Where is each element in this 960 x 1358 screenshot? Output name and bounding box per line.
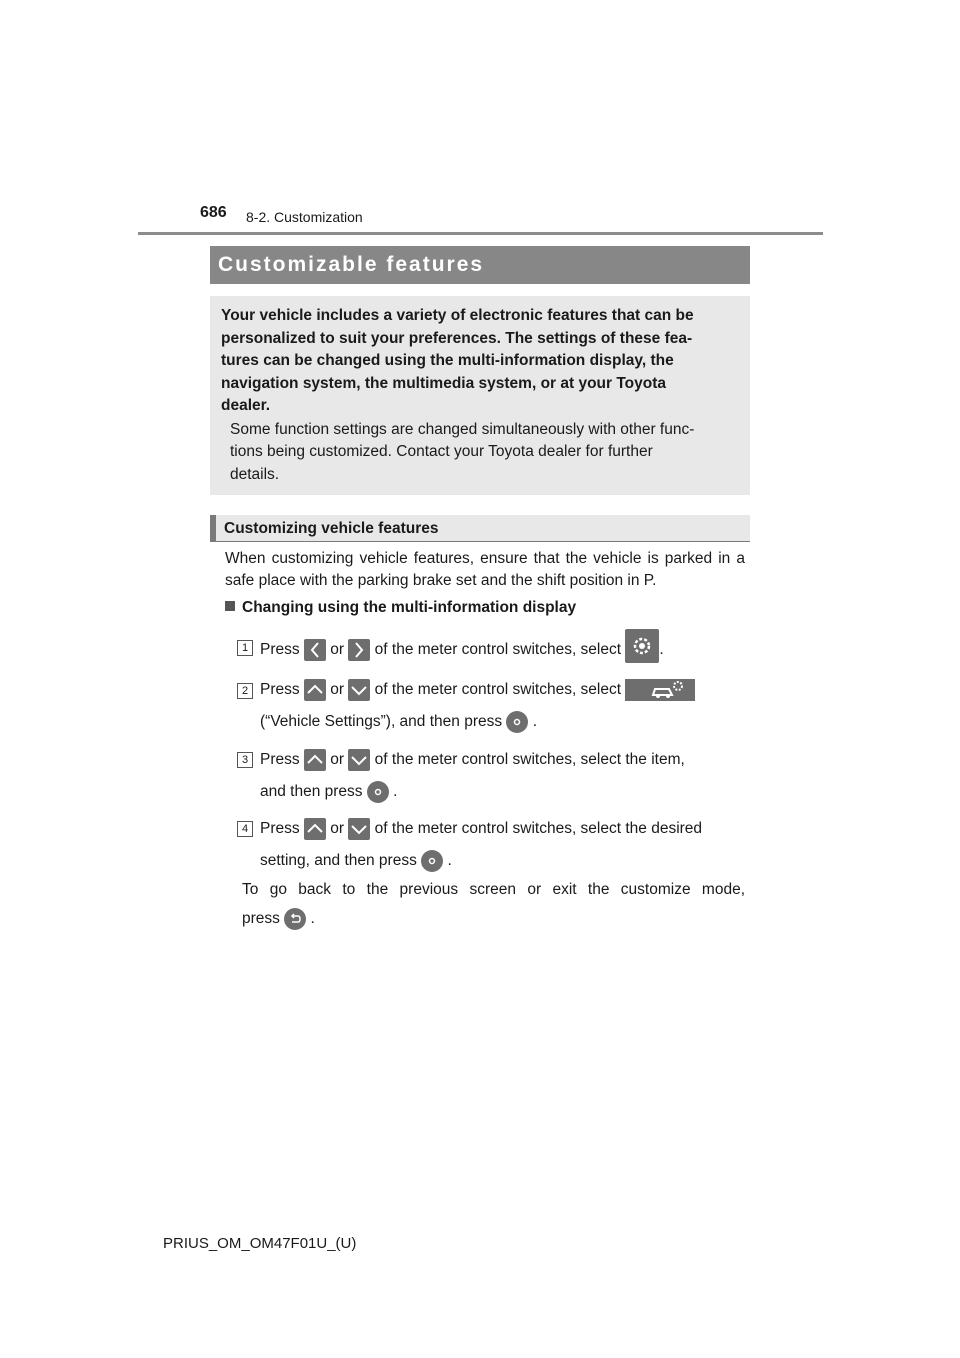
page-number: 686 [200,204,227,221]
up-arrow-icon [304,818,326,840]
step-number: 3 [237,752,253,768]
up-arrow-icon [304,679,326,701]
vehicle-settings-icon [625,679,695,701]
step-text: . [447,852,452,870]
page-title: Customizable features [210,246,750,284]
step-text: press [242,910,280,928]
parking-text: When customizing vehicle features, ensure that the vehicle is parked in a safe place with the parking brake set and the shift position in P. [225,550,745,589]
down-arrow-icon [348,749,370,771]
header-rule [138,232,823,235]
enter-button-icon [506,711,528,733]
step-text: Press [260,820,300,838]
step-3-line-2 [260,781,397,803]
step-text: Press [260,641,300,659]
step-4-line [260,818,702,840]
back-button-icon [284,908,306,930]
step-3-line [260,749,685,771]
intro-note [230,419,739,487]
step-number: 2 [237,683,253,699]
left-arrow-icon [304,639,326,661]
up-arrow-icon [304,749,326,771]
step-text: or [330,820,345,838]
note-line: tions being customized. Contact your Toyota dealer for further [230,443,653,460]
back-note: To go back to the previous screen or exit the customize mode, [242,881,745,898]
step-text: . [659,641,664,659]
step-text: setting, and then press [260,852,417,870]
step-text: (“Vehicle Settings”), and then press [260,713,503,731]
step-text: or [330,751,345,769]
step-4-line-2 [260,850,452,872]
step-text: Press [260,751,300,769]
intro-line: dealer. [221,397,271,414]
step-text: or [330,641,345,659]
step-2-line [260,679,695,701]
note-line: Some function settings are changed simultaneously with other func- [230,420,695,438]
intro-line: navigation system, the multimedia system, or at your Toyota [221,374,667,392]
intro-box [210,296,750,495]
step-number: 1 [237,640,253,656]
step-number: 4 [237,821,253,837]
footer-doc-id: PRIUS_OM_OM47F01U_(U) [163,1235,357,1252]
down-arrow-icon [348,818,370,840]
step-text: . [310,910,315,928]
enter-button-icon [367,781,389,803]
step-text: Press [260,681,300,699]
enter-button-icon [421,850,443,872]
change-heading-text: Changing using the multi-information display [242,599,577,616]
square-bullet-icon [225,601,235,611]
right-arrow-icon [348,639,370,661]
note-line: details. [230,465,280,483]
step-text: of the meter control switches, select the item, [374,751,685,769]
subheading: Customizing vehicle features [210,515,750,542]
intro-line: Your vehicle includes a variety of electronic features that can be [221,307,694,324]
step-text: or [330,681,345,699]
section-title: 8-2. Customization [246,209,363,225]
intro-line: personalized to suit your preferences. The settings of these fea- [221,329,693,347]
step-2-line-2 [260,711,537,733]
change-heading [225,597,576,619]
step-text: of the meter control switches, select [374,681,622,699]
down-arrow-icon [348,679,370,701]
step-text: of the meter control switches, select [374,641,622,659]
step-1-line [260,637,664,663]
settings-gear-icon [625,629,659,663]
step-text: . [532,713,538,731]
step-text: and then press [260,783,363,801]
intro-bold-text [221,305,739,418]
step-text: of the meter control switches, select the desired [374,820,703,838]
intro-line: tures can be changed using the multi-information display, the [221,352,674,369]
back-note-press [242,908,315,930]
step-text: . [393,783,398,801]
